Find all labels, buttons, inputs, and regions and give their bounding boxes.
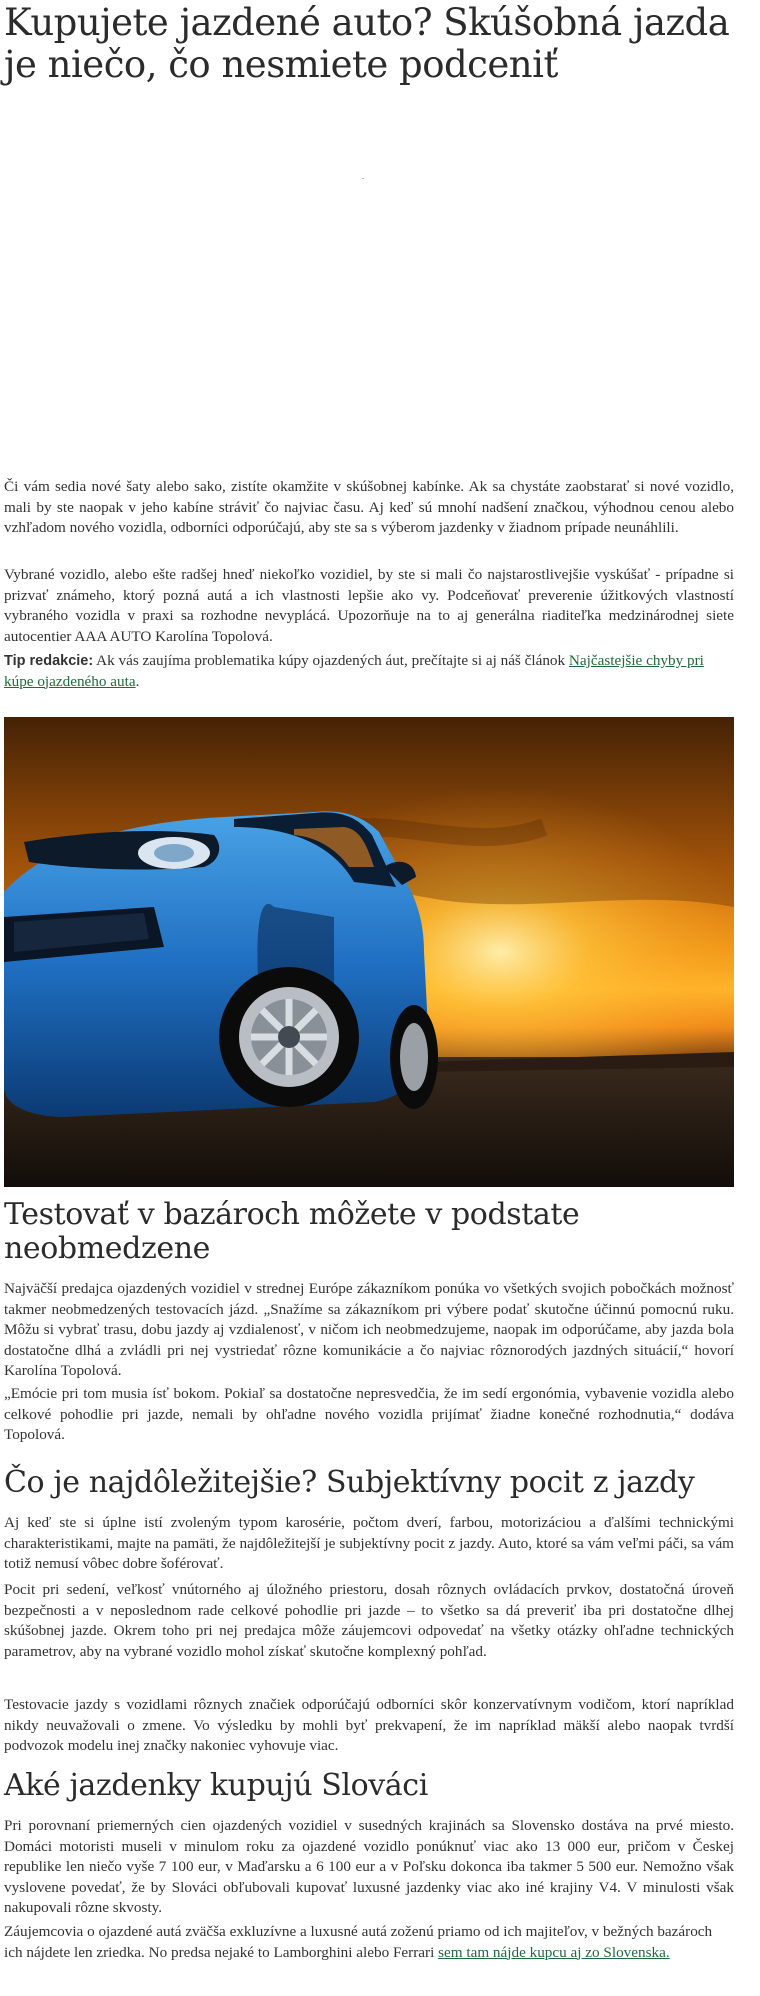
tip-label: Tip redakcie:	[4, 653, 94, 669]
paragraph-6: Pocit pri sedení, veľkosť vnútorného aj úložného priestoru, dosah rôznych ovládacích prvkov, dostatočná úroveň bezpečnosti a v neposlednom rade celkové pohodlie pri jazde – to všetko sa dá preveriť iba pri dostatočne dlhej skúšobnej jazde. Okrem toho pri nej predajca môže záujemcovi odpovedať na všetky otázky ohľadne technických parametrov, aby na vybrané vozidlo mohol získať skutočne komplexný pohľad.	[4, 1581, 734, 1660]
paragraph-9	[4, 1922, 734, 1963]
article-title: Kupujete jazdené auto? Skúšobná jazda je niečo, čo nesmiete podceniť	[4, 1, 730, 86]
paragraph-2: Vybrané vozidlo, alebo ešte radšej hneď niekoľko vozidiel, by ste si mali čo najstarostlivejšie vyskúšať - prípadne si prizvať známeho, ktorý pozná autá a ich vlastnosti lepšie ako vy. Podceňovať preverenie úžitkových vlastností vybraného vozidla v praxi sa rozhodne nevyplácá. Upozorňuje na to aj generálna riaditeľka medzinárodnej siete autocentier AAA AUTO Karolína Topolová.	[4, 566, 734, 645]
tip-article-link[interactable]: Najčastejšie chyby pri kúpe ojazdeného auta	[4, 652, 704, 690]
section-heading-what-slovaks-buy: Aké jazdenky kupujú Slováci	[4, 1768, 428, 1803]
slovakia-buyer-link[interactable]: sem tam nájde kupcu aj zo Slovenska.	[438, 1943, 670, 1961]
section-heading-testing: Testovať v bazároch môžete v podstate neobmedzene	[4, 1197, 580, 1266]
ad-placeholder-marker	[362, 178, 364, 179]
paragraph-8: Pri porovnaní priemerných cien ojazdených vozidiel v susedných krajinách sa Slovensko dostáva na prvé miesto. Domáci motoristi museli v minulom roku za ojazdené vozidlo ponúknuť viac ako 13 000 eur, pričom v Českej republike len niečo vyše 7 100 eur, v Maďarsku a 6 100 eur a v Poľsku dokonca iba takmer 5 500 eur. Nemožno však vyslovene povedať, že by Slováci obľubovali kupovať luxusné jazdenky viac ako iné krajiny V4. V minulosti však nakupovali rôzne skvosty.	[4, 1817, 734, 1916]
paragraph-3: Najväčší predajca ojazdených vozidiel v strednej Európe zákazníkom ponúka vo všetkých svojich pobočkách možnosť takmer neobmedzených testovacích jázd. „Snažíme sa zákazníkom pri výbere podať skutočne účinnú pomocnú ruku. Môžu si vybrať trasu, dobu jazdy aj vzdialenosť, v ničom ich neobmedzujeme, naopak im odporúčame, aby jazda bola dostatočne dlhá a zvládli pri nej vystriedať rôzne komunikácie a čo najviac rôznorodých jazdných situácií,“ hovorí Karolína Topolová.	[4, 1280, 734, 1379]
car-illustration	[4, 717, 734, 1187]
tip-end: .	[135, 672, 140, 690]
section-heading-subjective-feel: Čo je najdôležitejšie? Subjektívny pocit z jazdy	[4, 1465, 695, 1500]
paragraph-7: Testovacie jazdy s vozidlami rôznych značiek odporúčajú odborníci skôr konzervatívnym vodičom, ktorí napríklad nikdy neuvažovali o zmene. Vo výsledku by mohli byť prekvapení, že im napríklad mäkší alebo naopak tvrdší podvozok modelu inej značky nakoniec vyhovuje viac.	[4, 1696, 734, 1754]
paragraph-9-text: Záujemcovia o ojazdené autá zväčša exkluzívne a luxusné autá zoženú priamo od ich majiteľov, v bežných bazároch ich nájdete len zriedka. No predsa nejaké to Lamborghini alebo Ferrari	[4, 1923, 713, 1961]
editor-tip	[4, 651, 734, 692]
paragraph-4: „Emócie pri tom musia ísť bokom. Pokiaľ sa dostatočne nepresvedčia, že im sedí ergonómia, vybavenie vozidla alebo celkové pohodlie pri jazde, nemali by ohľadne nového vozidla prijímať žiadne konečné rozhodnutia,“ dodáva Topolová.	[4, 1385, 734, 1443]
hero-image-blue-suv-sunset	[4, 717, 734, 1187]
tip-text: Ak vás zaujíma problematika kúpy ojazdených áut, prečítajte si aj náš článok	[93, 652, 569, 669]
intro-paragraph: Či vám sedia nové šaty alebo sako, zistíte okamžite v skúšobnej kabínke. Ak sa chystáte zaobstarať si nové vozidlo, mali by ste naopak v jeho kabíne stráviť čo najviac času. Aj keď sú mnohí nadšení značkou, výhodnou cenou alebo vzhľadom nového vozidla, odborníci odporúčajú, aby ste sa s výberom jazdenky v žiadnom prípade neunáhlili.	[4, 478, 734, 536]
paragraph-5: Aj keď ste si úplne istí zvoleným typom karosérie, počtom dverí, farbou, motorizáciou a ďalšími technickými charakteristikami, majte na pamäti, že najdôležitejší je subjektívny pocit z jazdy. Auto, ktoré sa vám veľmi páči, sa vám totiž nemusí vôbec dobre šoférovať.	[4, 1514, 734, 1572]
